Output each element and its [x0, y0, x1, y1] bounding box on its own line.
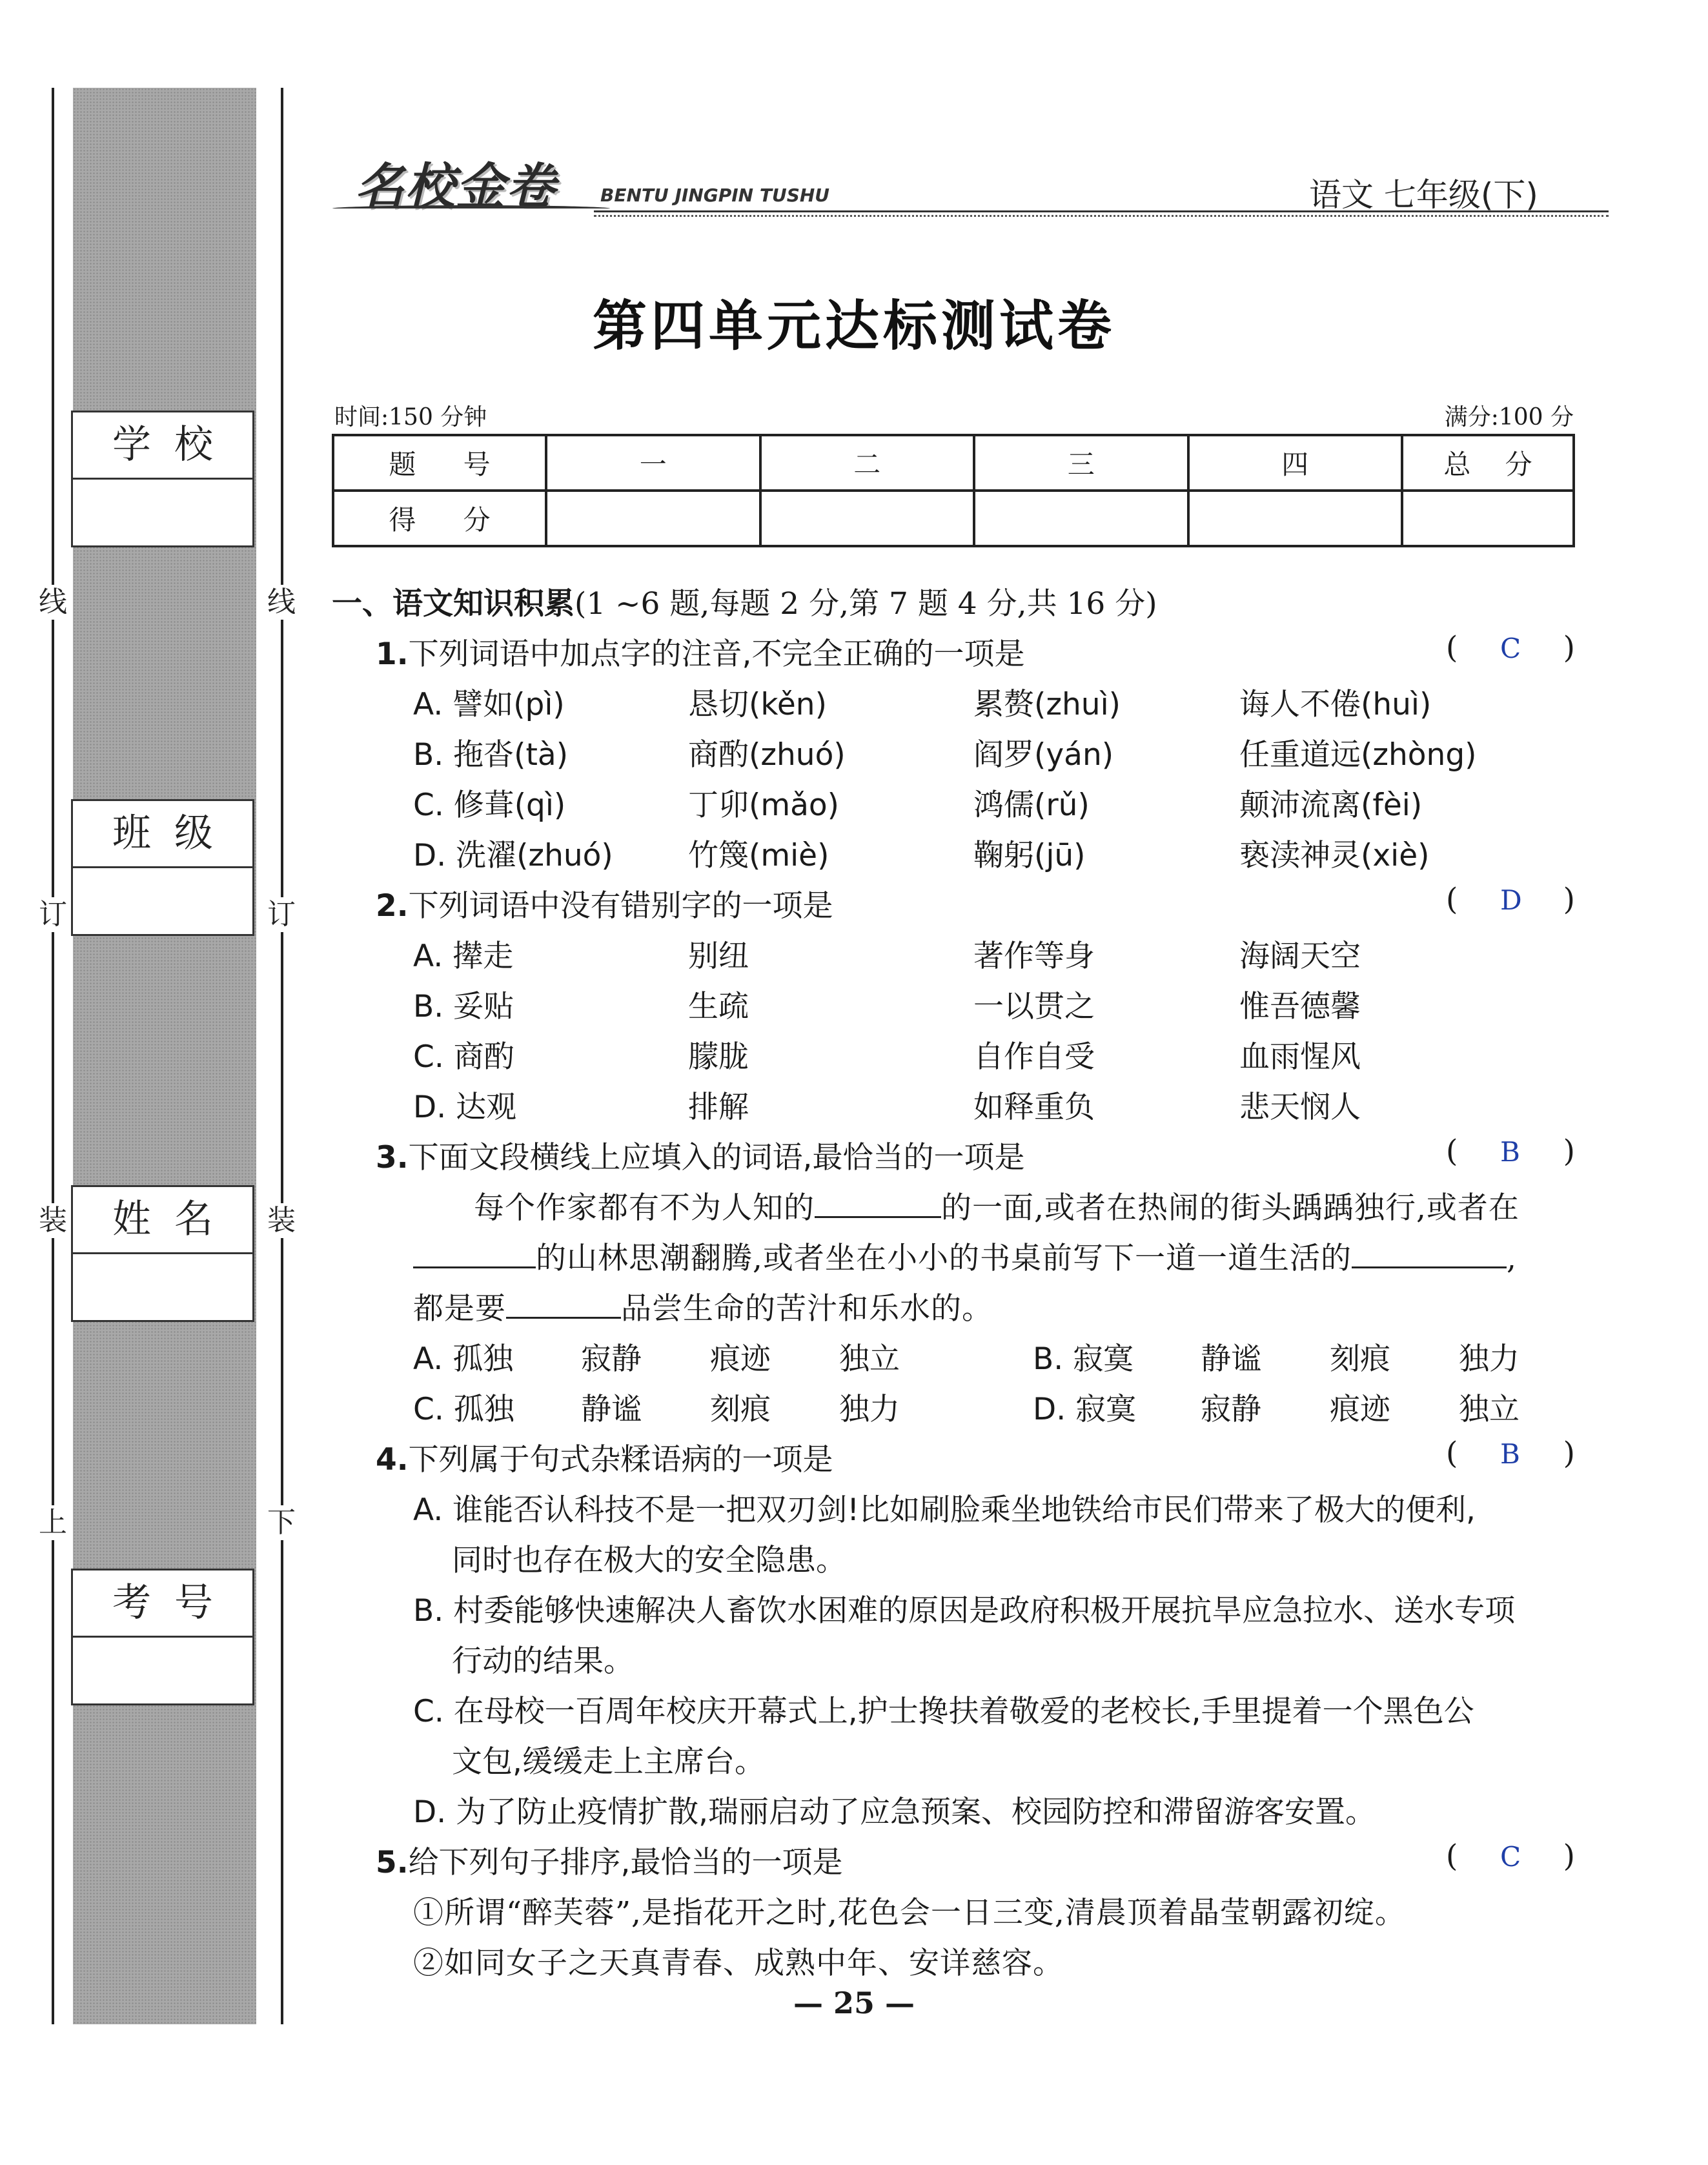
name-box [71, 1185, 254, 1322]
q1-option-word: 鞠躬(jū) [973, 838, 1086, 873]
q5-sentence-2: ②如同女子之天真青春、成熟中年、安详慈容。 [413, 1946, 1064, 1981]
logo-subtitle: BENTU JINGPIN TUSHU [600, 185, 830, 206]
q1-option-word: 恳切(kěn) [688, 687, 827, 722]
logo-swoosh [332, 205, 610, 212]
brand-logo [336, 141, 607, 225]
section-title: 一、语文知识积累 [332, 586, 574, 622]
q3-option-word: 刻痕 [710, 1392, 771, 1427]
q3-option-word: 独力 [1459, 1341, 1520, 1377]
header-rule [594, 210, 1609, 217]
score-header-cell: 四 [1188, 435, 1403, 491]
question-text: 下列词语中没有错别字的一项是 [408, 888, 833, 924]
binding-char-zhuang-left: 装 [34, 1203, 72, 1238]
q1-option-word: 鸿儒(rǔ) [973, 788, 1090, 823]
question-number: 4. [376, 1442, 409, 1478]
binding-char-xian-left: 线 [34, 585, 72, 620]
q1-option-word: 颠沛流离(fèi) [1239, 788, 1423, 823]
passage-text: 品尝生命的苦汁和乐水的。 [621, 1291, 993, 1326]
q3-option-word: 静谧 [1201, 1341, 1261, 1377]
q3-passage-line-3 [413, 1285, 993, 1328]
question-number: 3. [376, 1140, 409, 1175]
q3-option[interactable]: C. 孤独 [413, 1392, 514, 1427]
passage-text: 都是要 [413, 1291, 506, 1326]
question-4-stem [376, 1436, 833, 1479]
q4-option-d[interactable]: D. 为了防止疫情扩散,瑞丽启动了应急预案、校园防控和滞留游客安置。 [413, 1794, 1376, 1830]
q3-option-word: 独立 [839, 1341, 900, 1377]
q3-passage-line-2 [413, 1234, 1517, 1277]
binding-char-zhuang-right: 装 [262, 1203, 301, 1238]
q2-option[interactable]: B. 妥贴 [413, 989, 514, 1024]
question-text: 下列词语中加点字的注音,不完全正确的一项是 [408, 636, 1025, 672]
question-text: 给下列句子排序,最恰当的一项是 [408, 1845, 843, 1880]
question-text: 下面文段横线上应填入的词语,最恰当的一项是 [408, 1140, 1025, 1175]
q3-option-word: 寂静 [581, 1341, 642, 1377]
q3-option[interactable]: D. 寂寞 [1033, 1392, 1137, 1427]
q2-option-word: 朦胧 [688, 1039, 749, 1075]
binding-char-xia: 下 [262, 1505, 301, 1540]
q1-option[interactable]: A. 譬如(pì) [413, 687, 565, 722]
q3-option-word: 刻痕 [1330, 1341, 1390, 1377]
q3-option-word: 静谧 [581, 1392, 642, 1427]
score-header-cell: 二 [760, 435, 975, 491]
q1-option[interactable]: C. 修葺(qì) [413, 788, 566, 823]
q2-option-word: 一以贯之 [973, 989, 1095, 1024]
q1-option[interactable]: B. 拖沓(tà) [413, 737, 569, 773]
exam-no-box [71, 1569, 254, 1705]
time-limit: 时间:150 分钟 [334, 404, 487, 431]
section-heading [332, 580, 1157, 623]
logo-text: 名校金卷 [355, 158, 556, 215]
answer-value[interactable]: B [1500, 1438, 1520, 1470]
answer-value[interactable]: D [1500, 884, 1522, 916]
question-5-stem [376, 1838, 843, 1882]
binding-strip [73, 88, 256, 2024]
q3-option[interactable]: A. 孤独 [413, 1341, 514, 1377]
name-field[interactable] [73, 1254, 252, 1319]
q2-option-word: 生疏 [688, 989, 749, 1024]
q2-option[interactable]: A. 撵走 [413, 939, 514, 974]
q2-option-word: 悲天悯人 [1239, 1090, 1361, 1125]
q1-option-word: 丁卯(mǎo) [688, 788, 840, 823]
q1-option-word: 任重道远(zhòng) [1239, 737, 1477, 773]
q3-option-word: 独立 [1459, 1392, 1520, 1427]
class-box [71, 799, 254, 936]
q3-option-word: 痕迹 [710, 1341, 771, 1377]
question-number: 1. [376, 636, 409, 672]
score-header-cell: 总 分 [1402, 435, 1574, 491]
full-score: 满分:100 分 [1444, 404, 1574, 431]
fill-blank-1[interactable] [815, 1192, 941, 1218]
q2-option-word: 别纽 [688, 939, 749, 974]
school-field[interactable] [73, 480, 252, 544]
score-cell[interactable] [1402, 491, 1574, 546]
passage-text: 每个作家都有不为人知的 [474, 1190, 815, 1226]
passage-text: 的山林思潮翻腾,或者坐在小小的书桌前写下一道一道生活的 [536, 1241, 1352, 1276]
score-cell[interactable] [1188, 491, 1403, 546]
q4-option-a-cont: 同时也存在极大的安全隐患。 [452, 1543, 846, 1578]
q4-option-c-cont: 文包,缓缓走上主席台。 [452, 1744, 765, 1780]
subject-grade: 语文 七年级(下) [1309, 176, 1538, 214]
score-header-cell: 一 [546, 435, 760, 491]
class-label: 班级 [73, 801, 252, 868]
question-text: 下列属于句式杂糅语病的一项是 [408, 1442, 833, 1478]
name-label: 姓名 [73, 1187, 252, 1254]
school-box [71, 411, 254, 547]
question-number: 2. [376, 888, 409, 924]
score-cell[interactable] [760, 491, 975, 546]
binding-char-ding-left: 订 [34, 897, 72, 932]
q1-option-word: 商酌(zhuó) [688, 737, 846, 773]
passage-text: 的一面,或者在热闹的街头踽踽独行,或者在 [941, 1190, 1520, 1226]
section-points: (1 ~6 题,每题 2 分,第 7 题 4 分,共 16 分) [574, 586, 1157, 622]
q4-option-b-cont: 行动的结果。 [452, 1643, 634, 1679]
page-number: — 25 — [793, 1986, 915, 2020]
q2-option-word: 著作等身 [973, 939, 1095, 974]
score-cell[interactable] [974, 491, 1188, 546]
fill-blank-2[interactable] [413, 1243, 536, 1268]
score-table-score-row [333, 491, 1574, 546]
q3-passage-line-1 [474, 1184, 1520, 1227]
question-1-stem [376, 630, 1025, 673]
score-header-cell: 三 [974, 435, 1188, 491]
score-table [332, 434, 1575, 547]
q1-option-word: 累赘(zhuì) [973, 687, 1121, 722]
answer-value[interactable]: C [1500, 633, 1521, 664]
school-label: 学校 [73, 412, 252, 480]
q1-option-word: 竹篾(miè) [688, 838, 829, 873]
binding-line-right [281, 88, 283, 2024]
q1-option-word: 亵渎神灵(xiè) [1239, 838, 1430, 873]
q1-option-word: 诲人不倦(huì) [1239, 687, 1432, 722]
page-title: 第四单元达标测试卷 [592, 294, 1115, 358]
q4-option-c[interactable]: C. 在母校一百周年校庆开幕式上,护士搀扶着敬爱的老校长,手里提着一个黑色公 [413, 1694, 1474, 1729]
q2-option[interactable]: D. 达观 [413, 1090, 517, 1125]
q2-option-word: 血雨惺风 [1239, 1039, 1361, 1075]
binding-char-shang: 上 [34, 1505, 72, 1540]
q2-option-word: 排解 [688, 1090, 749, 1125]
exam-no-field[interactable] [73, 1638, 252, 1702]
q2-option-word: 如释重负 [973, 1090, 1095, 1125]
score-cell[interactable] [546, 491, 760, 546]
q2-option[interactable]: C. 商酌 [413, 1039, 514, 1075]
answer-value[interactable]: C [1500, 1841, 1521, 1873]
q3-option-word: 独力 [839, 1392, 900, 1427]
q2-option-word: 海阔天空 [1239, 939, 1361, 974]
q4-option-b[interactable]: B. 村委能够快速解决人畜饮水困难的原因是政府积极开展抗旱应急拉水、送水专项 [413, 1593, 1516, 1629]
q1-option[interactable]: D. 洗濯(zhuó) [413, 838, 613, 873]
q4-option-a[interactable]: A. 谁能否认科技不是一把双刃剑!比如刷脸乘坐地铁给市民们带来了极大的便利, [413, 1492, 1476, 1528]
score-table-header-row [333, 435, 1574, 491]
q3-option-word: 痕迹 [1330, 1392, 1390, 1427]
q2-option-word: 惟吾德馨 [1239, 989, 1361, 1024]
question-number: 5. [376, 1845, 409, 1880]
exam-no-label: 考号 [73, 1570, 252, 1638]
passage-text: , [1506, 1241, 1517, 1276]
score-row-label: 得 分 [333, 491, 546, 546]
question-2-stem [376, 882, 833, 925]
binding-char-ding-right: 订 [262, 897, 301, 932]
score-header-cell: 题 号 [333, 435, 546, 491]
answer-value[interactable]: B [1500, 1136, 1520, 1168]
q5-sentence-1: ①所谓“醉芙蓉”,是指花开之时,花色会一日三变,清晨顶着晶莹朝露初绽。 [413, 1895, 1406, 1931]
q3-option[interactable]: B. 寂寞 [1033, 1341, 1134, 1377]
question-3-stem [376, 1133, 1025, 1177]
q2-option-word: 自作自受 [973, 1039, 1095, 1075]
q3-option-word: 寂静 [1201, 1392, 1261, 1427]
class-field[interactable] [73, 868, 252, 933]
fill-blank-3[interactable] [1352, 1243, 1507, 1268]
fill-blank-4[interactable] [506, 1293, 621, 1319]
binding-line-left [52, 88, 54, 2024]
binding-char-xian-right: 线 [262, 585, 301, 620]
q1-option-word: 阎罗(yán) [973, 737, 1114, 773]
